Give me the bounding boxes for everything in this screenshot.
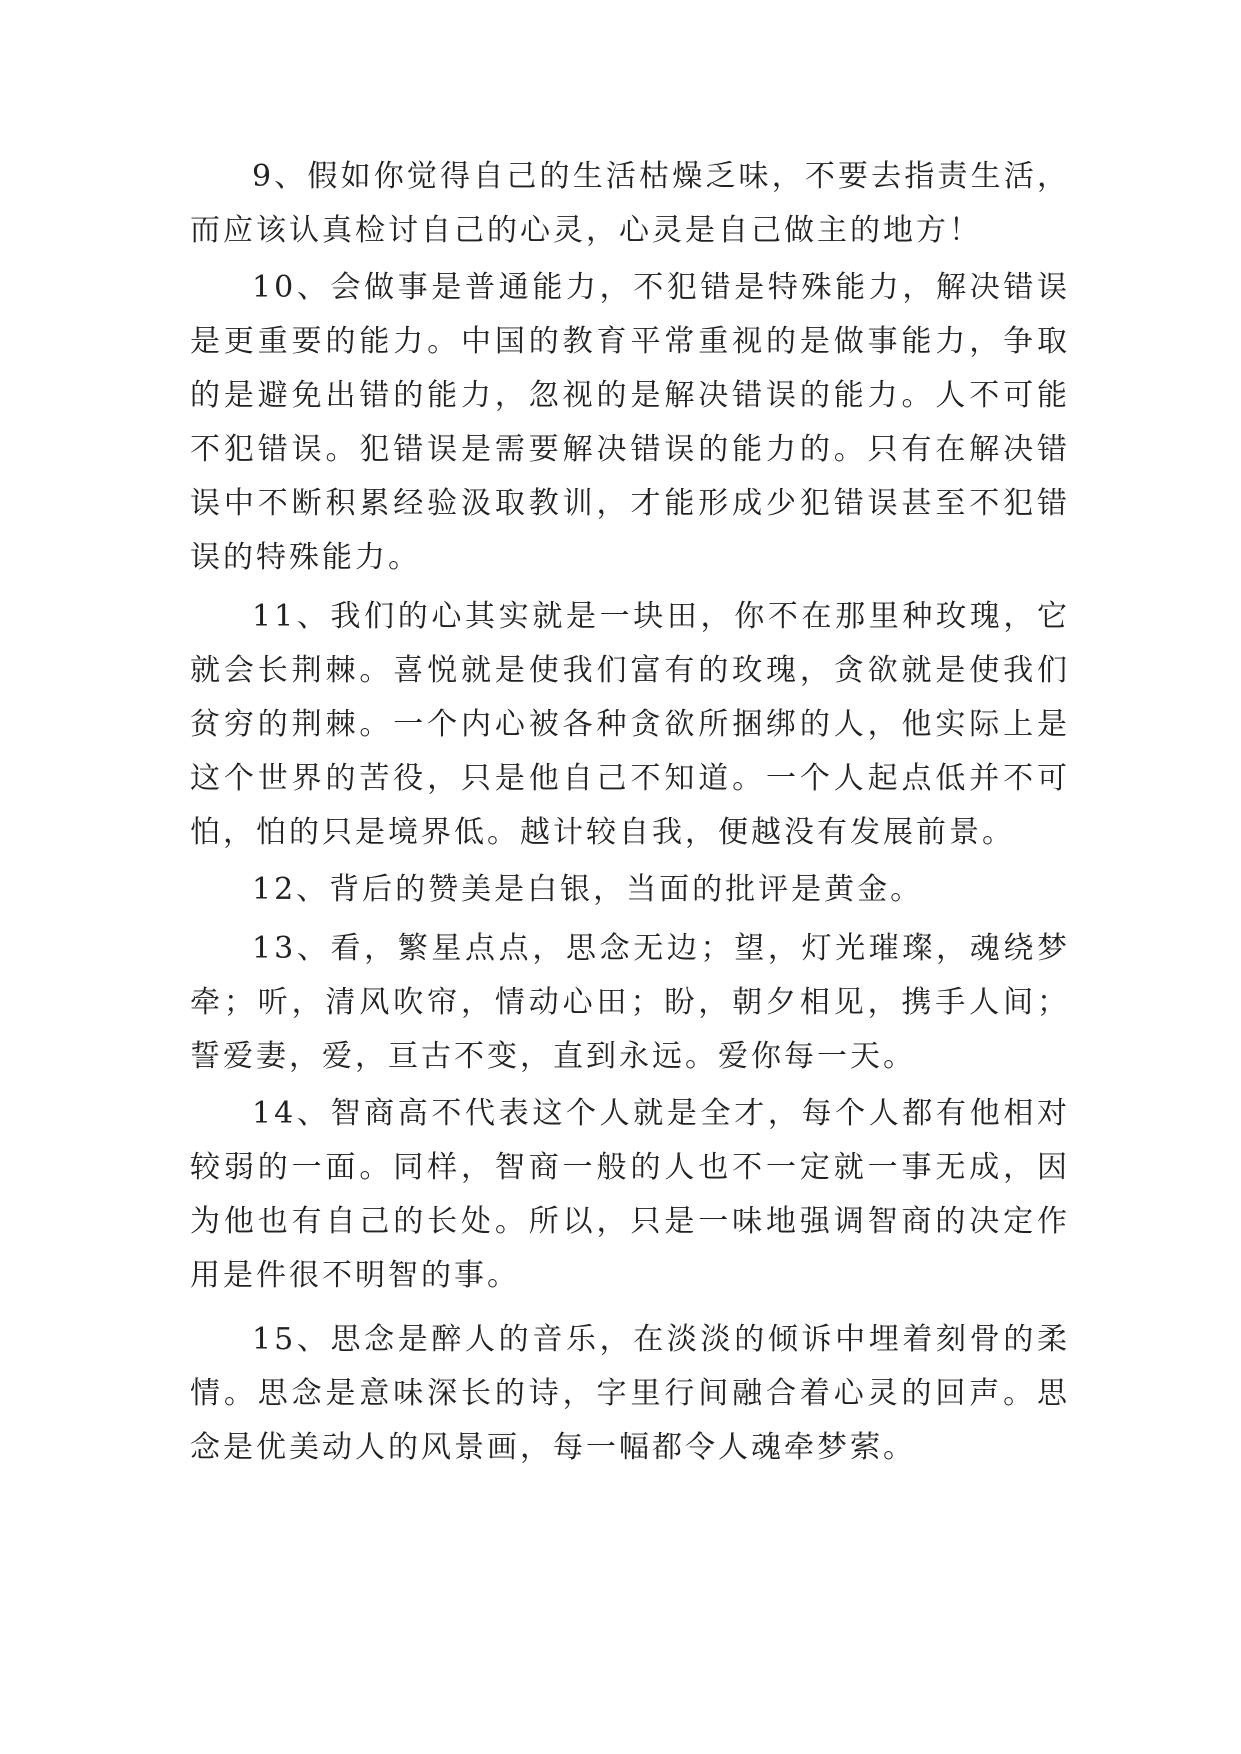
paragraph-11: 11、我们的心其实就是一块田，你不在那里种玫瑰，它就会长荆棘。喜悦就是使我们富有的玫瑰，贪欲就是使我们贫穷的荆棘。一个内心被各种贪欲所捆绑的人，他实际上是这个世界的苦役，只是他自己不知道。一个人起点低并不可怕，怕的只是境界低。越计较自我，便越没有发展前景。 xyxy=(190,599,1070,850)
paragraph-13: 13、看，繁星点点，思念无边；望，灯光璀璨，魂绕梦牵；听，清风吹帘，情动心田；盼，朝夕相见，携手人间；誓爱妻，爱，亘古不变，直到永远。爱你每一天。 xyxy=(190,931,1070,1074)
document-page xyxy=(190,150,1070,1475)
paragraph-10: 10、会做事是普通能力，不犯错是特殊能力，解决错误是更重要的能力。中国的教育平常重视的是做事能力，争取的是避免出错的能力，忽视的是解决错误的能力。人不可能不犯错误。犯错误是需要解决错误的能力的。只有在解决错误中不断积累经验汲取教训，才能形成少犯错误甚至不犯错误的特殊能力。 xyxy=(190,270,1070,575)
paragraph-15: 15、思念是醉人的音乐，在淡淡的倾诉中埋着刻骨的柔情。思念是意味深长的诗，字里行间融合着心灵的回声。思念是优美动人的风景画，每一幅都令人魂牵梦萦。 xyxy=(190,1322,1070,1465)
paragraph-12: 12、背后的赞美是白银，当面的批评是黄金。 xyxy=(252,872,924,907)
paragraph-14: 14、智商高不代表这个人就是全才，每个人都有他相对较弱的一面。同样，智商一般的人也不一定就一事无成，因为他也有自己的长处。所以，只是一味地强调智商的决定作用是件很不明智的事。 xyxy=(190,1096,1070,1293)
paragraph-9: 9、假如你觉得自己的生活枯燥乏味，不要去指责生活，而应该认真检讨自己的心灵，心灵是自己做主的地方！ xyxy=(190,159,1070,248)
